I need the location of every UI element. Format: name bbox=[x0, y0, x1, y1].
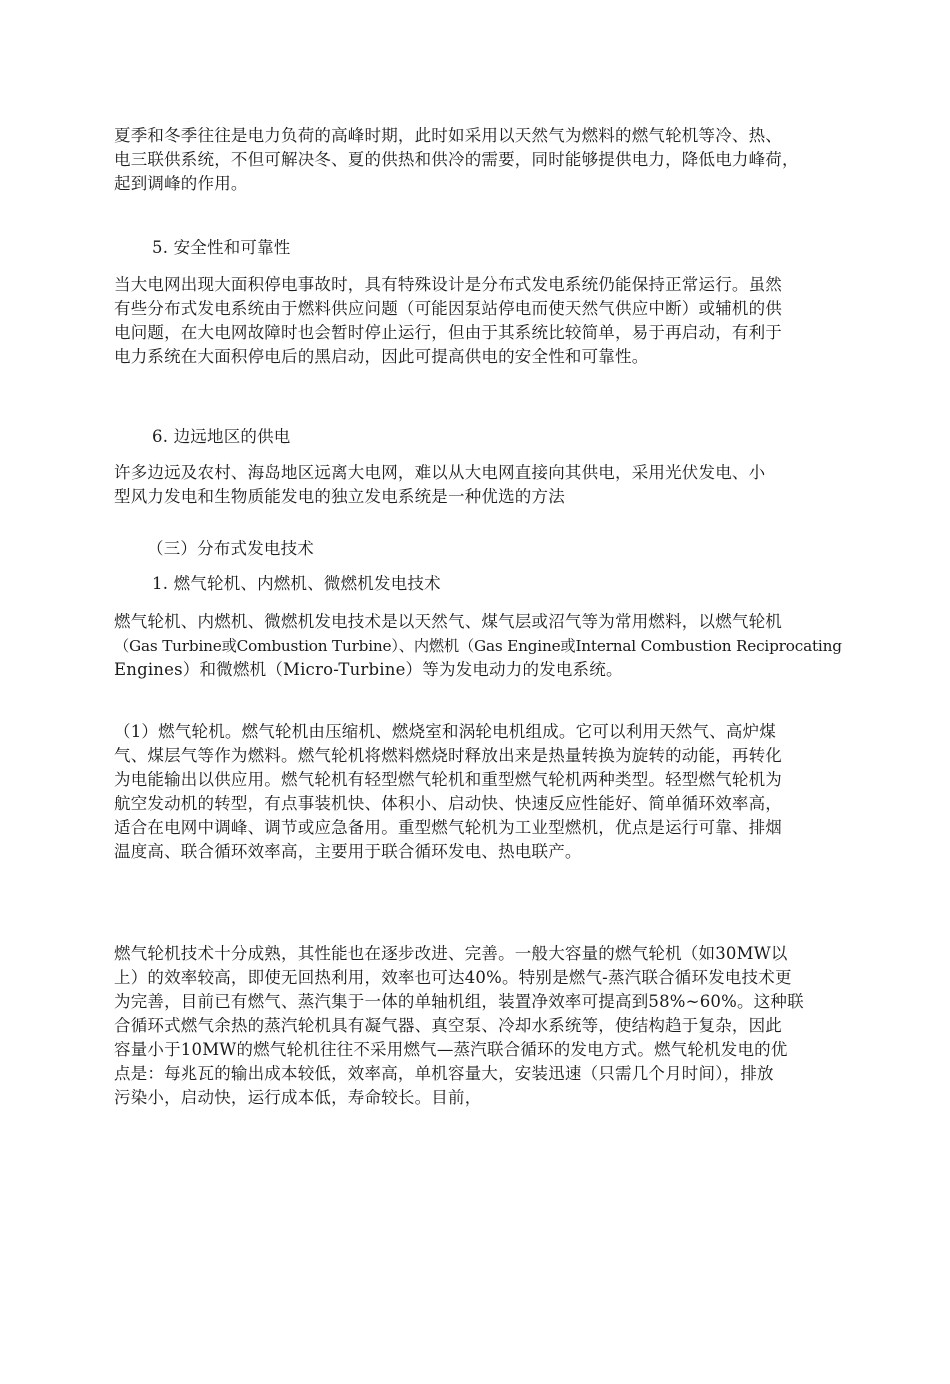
text-line: 为电能输出以供应用。燃气轮机有轻型燃气轮机和重型燃气轮机两种类型。轻型燃气轮机为 bbox=[114, 770, 782, 789]
section-heading-dg-technology: （三）分布式发电技术 bbox=[147, 539, 314, 558]
text-line: 许多边远及农村、海岛地区远离大电网，难以从大电网直接向其供电，采用光伏发电、小 bbox=[114, 463, 766, 482]
text-line: 航空发动机的转型，有点事装机快、体积小、启动快、快速反应性能好、简单循环效率高， bbox=[114, 794, 782, 813]
text-line: 合循环式燃气余热的蒸汽轮机具有凝气器、真空泵、冷却水系统等，使结构趋于复杂，因此 bbox=[114, 1016, 782, 1035]
text-line: 型风力发电和生物质能发电的独立发电系统是一种优选的方法 bbox=[114, 487, 565, 506]
text-line: 上）的效率较高，即使无回热利用，效率也可达40%。特别是燃气-蒸汽联合循环发电技术更 bbox=[114, 968, 792, 987]
text-line: 夏季和冬季往往是电力负荷的高峰时期，此时如采用以天然气为燃料的燃气轮机等冷、热、 bbox=[114, 126, 782, 145]
heading-remote-supply: 6. 边远地区的供电 bbox=[152, 427, 291, 446]
text-line: （Gas Turbine或Combustion Turbine）、内燃机（Gas Engine或Internal Combustion Reciprocating bbox=[114, 637, 842, 655]
text-line: 污染小，启动快，运行成本低，寿命较长。目前， bbox=[114, 1088, 482, 1107]
text-line: 有些分布式发电系统由于燃料供应问题（可能因泵站停电而使天然气供应中断）或辅机的供 bbox=[114, 299, 782, 318]
text-line: 起到调峰的作用。 bbox=[114, 174, 248, 193]
text-line: 电力系统在大面积停电后的黑启动，因此可提高供电的安全性和可靠性。 bbox=[114, 347, 649, 366]
text-line: 当大电网出现大面积停电事故时，具有特殊设计是分布式发电系统仍能保持正常运行。虽然 bbox=[114, 275, 782, 294]
heading-gas-turbine-tech: 1. 燃气轮机、内燃机、微燃机发电技术 bbox=[152, 574, 441, 593]
text-line: 电三联供系统，不但可解决冬、夏的供热和供冷的需要，同时能够提供电力，降低电力峰荷， bbox=[114, 150, 799, 169]
text-line: 温度高、联合循环效率高，主要用于联合循环发电、热电联产。 bbox=[114, 842, 582, 861]
text-line: Engines）和微燃机（Micro-Turbine）等为发电动力的发电系统。 bbox=[114, 660, 623, 679]
text-line: 点是：每兆瓦的输出成本较低，效率高，单机容量大，安装迅速（只需几个月时间），排放 bbox=[114, 1064, 774, 1083]
text-line: （1）燃气轮机。燃气轮机由压缩机、燃烧室和涡轮电机组成。它可以利用天然气、高炉煤 bbox=[114, 722, 776, 741]
text-line: 为完善，目前已有燃气、蒸汽集于一体的单轴机组，装置净效率可提高到58%~60%。这种联 bbox=[114, 992, 804, 1011]
text-line: 容量小于10MW的燃气轮机往往不采用燃气—蒸汽联合循环的发电方式。燃气轮机发电的优 bbox=[114, 1040, 788, 1059]
text-line: 气、煤层气等作为燃料。燃气轮机将燃料燃烧时释放出来是热量转换为旋转的动能，再转化 bbox=[114, 746, 782, 765]
text-line: 适合在电网中调峰、调节或应急备用。重型燃气轮机为工业型燃机，优点是运行可靠、排烟 bbox=[114, 818, 782, 837]
text-line: 燃气轮机、内燃机、微燃机发电技术是以天然气、煤气层或沼气等为常用燃料，以燃气轮机 bbox=[114, 612, 782, 631]
text-line: 电问题，在大电网故障时也会暂时停止运行，但由于其系统比较简单，易于再启动，有利于 bbox=[114, 323, 782, 342]
heading-safety-reliability: 5. 安全性和可靠性 bbox=[152, 238, 291, 257]
text-line: 燃气轮机技术十分成熟，其性能也在逐步改进、完善。一般大容量的燃气轮机（如30MW以 bbox=[114, 944, 788, 963]
